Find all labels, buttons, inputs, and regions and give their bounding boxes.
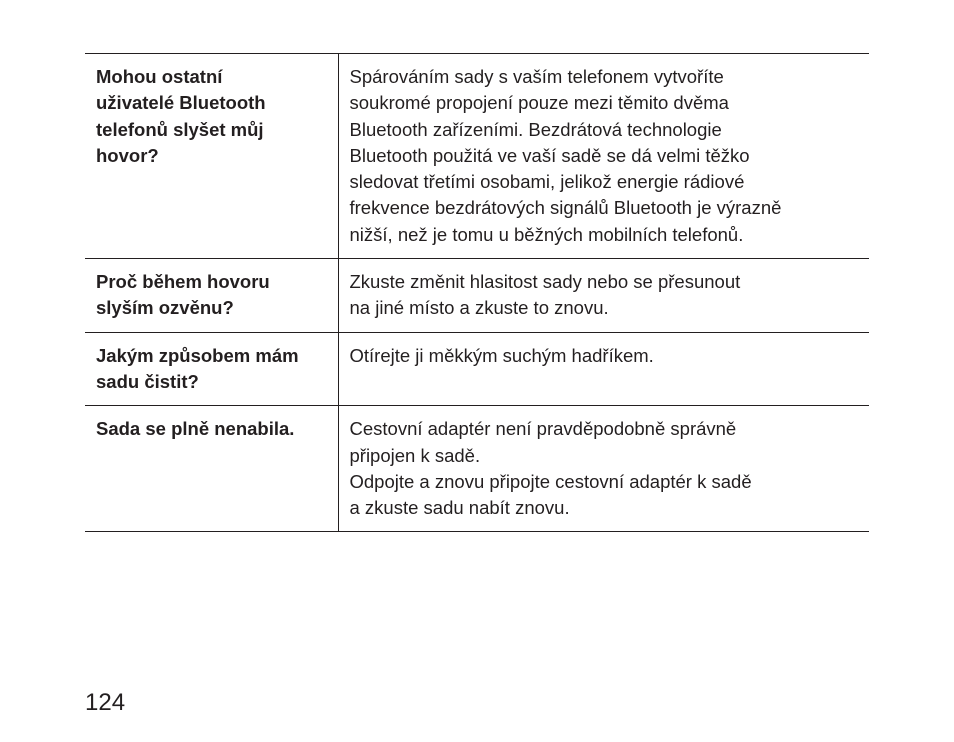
- faq-question: Jakým způsobem mám sadu čistit?: [85, 332, 338, 406]
- faq-answer: Zkuste změnit hlasitost sady nebo se přesunout na jiné místo a zkuste to znovu.: [349, 271, 741, 319]
- faq-answer: Spárováním sady s vaším telefonem vytvoříte soukromé propojení pouze mezi těmito dvěma Bluetooth zařízeními. Bezdrátová technologie Bluetooth použitá ve vaší sadě se dá velmi těžko sledovat třetími osobami, jelikož energie rádiové frekvence bezdrátových signálů Bluetooth je výrazně nižší, než je tomu u běžných mobilních telefonů.: [349, 66, 782, 245]
- faq-question: Proč během hovoru slyším ozvěnu?: [85, 259, 338, 333]
- faq-answer: Cestovní adaptér není pravděpodobně správně připojen k sadě. Odpojte a znovu připojte cestovní adaptér k sadě a zkuste sadu nabít znovu.: [349, 418, 752, 519]
- faq-row: [85, 406, 869, 532]
- faq-row: [85, 54, 869, 259]
- page-number: 124: [85, 689, 126, 716]
- faq-question: Mohou ostatní uživatelé Bluetooth telefonů slyšet můj hovor?: [85, 54, 338, 259]
- faq-table: [85, 53, 869, 532]
- faq-row: [85, 332, 869, 406]
- faq-answer: Otírejte ji měkkým suchým hadříkem.: [349, 344, 654, 366]
- faq-question: Sada se plně nenabila.: [85, 406, 338, 532]
- faq-row: [85, 259, 869, 333]
